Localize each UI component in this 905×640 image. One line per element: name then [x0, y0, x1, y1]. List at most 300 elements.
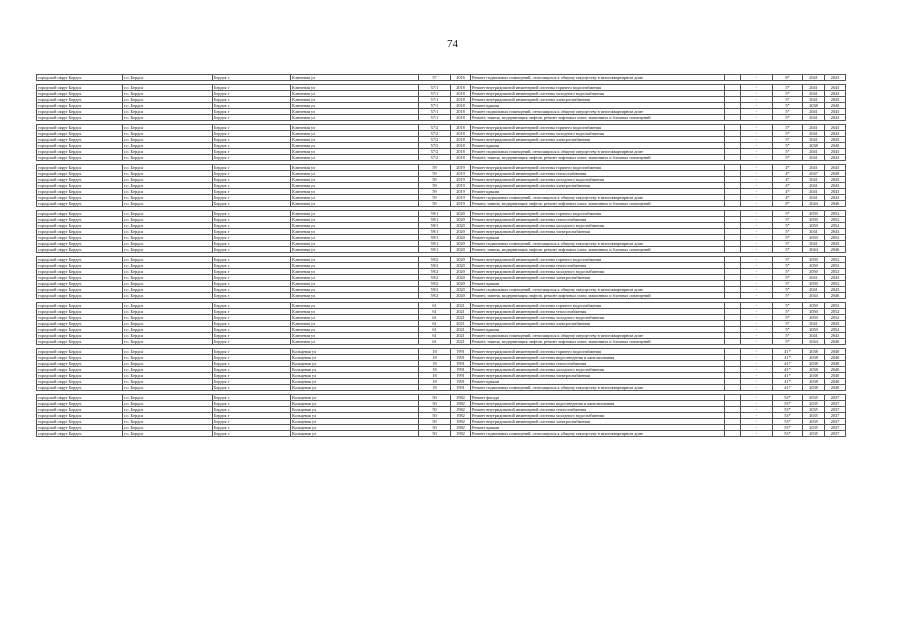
- street-cell: Ключевая ул: [291, 195, 419, 201]
- work-cell: Ремонт крыши: [471, 143, 725, 149]
- year-from-cell: 2038: [803, 373, 825, 379]
- locality-cell: Бердск г: [213, 85, 291, 91]
- district-cell: городской округ Бердск: [37, 269, 123, 275]
- year-to-cell: 2043: [825, 109, 846, 115]
- dash-cell: -: [741, 143, 773, 149]
- dash-cell: -: [741, 413, 773, 419]
- wear-cell: 5*: [773, 229, 803, 235]
- work-cell: Ремонт внутридомовой инженерной системы водоотведения и канализования: [471, 355, 725, 361]
- house-cell: 59/1: [419, 247, 451, 253]
- settlement-cell: г.о. Бердск: [123, 195, 213, 201]
- work-cell: Ремонт внутридомовой инженерной системы горячего водоснабжения: [471, 165, 725, 171]
- settlement-cell: г.о. Бердск: [123, 281, 213, 287]
- street-cell: Ключевая ул: [291, 339, 419, 345]
- settlement-cell: г.о. Бердск: [123, 131, 213, 137]
- settlement-cell: г.о. Бердск: [123, 85, 213, 91]
- district-cell: городской округ Бердск: [37, 303, 123, 309]
- street-cell: Кольцевая ул: [291, 373, 419, 379]
- locality-cell: Бердск г: [213, 303, 291, 309]
- wear-cell: 5*: [773, 103, 803, 109]
- settlement-cell: г.о. Бердск: [123, 155, 213, 161]
- dash-cell: -: [741, 367, 773, 373]
- work-cell: Ремонт подвальных помещений, относящихся к общему имуществу в многоквартирном доме: [471, 195, 725, 201]
- settlement-cell: г.о. Бердск: [123, 367, 213, 373]
- street-cell: Ключевая ул: [291, 155, 419, 161]
- work-cell: Ремонт, замена, модернизация лифтов, ремонт лифтовых шахт, машинных и блочных помещений: [471, 155, 725, 161]
- wear-cell: 5*: [773, 217, 803, 223]
- locality-cell: Бердск г: [213, 149, 291, 155]
- year-cell: 2021: [451, 327, 471, 333]
- locality-cell: Бердск г: [213, 171, 291, 177]
- wear-cell: 5*: [773, 309, 803, 315]
- locality-cell: Бердск г: [213, 349, 291, 355]
- year-cell: 2018: [451, 109, 471, 115]
- work-cell: Ремонт внутридомовой инженерной системы холодного водоснабжения: [471, 177, 725, 183]
- year-to-cell: 2043: [825, 115, 846, 121]
- year-from-cell: 2041: [803, 125, 825, 131]
- work-cell: Ремонт крыши: [471, 103, 725, 109]
- work-cell: Ремонт, замена, модернизация лифтов, ремонт лифтовых шахт, машинных и блочных помещений: [471, 339, 725, 345]
- wear-cell: 41*: [773, 385, 803, 391]
- year-from-cell: 2050: [803, 281, 825, 287]
- dash-cell: -: [741, 287, 773, 293]
- district-cell: городской округ Бердск: [37, 85, 123, 91]
- year-cell: 2018: [451, 137, 471, 143]
- district-cell: городской округ Бердск: [37, 125, 123, 131]
- year-to-cell: 2052: [825, 281, 846, 287]
- work-cell: Ремонт внутридомовой инженерной системы холодного водоснабжения: [471, 91, 725, 97]
- dash-cell: -: [741, 333, 773, 339]
- settlement-cell: г.о. Бердск: [123, 395, 213, 401]
- street-cell: Ключевая ул: [291, 115, 419, 121]
- year-cell: 2018: [451, 155, 471, 161]
- year-to-cell: 2040: [825, 367, 846, 373]
- year-from-cell: 2038: [803, 103, 825, 109]
- district-cell: городской округ Бердск: [37, 385, 123, 391]
- district-cell: городской округ Бердск: [37, 131, 123, 137]
- year-from-cell: 2038: [803, 349, 825, 355]
- year-from-cell: 2041: [803, 229, 825, 235]
- house-cell: 57/2: [419, 155, 451, 161]
- house-cell: 50: [419, 407, 451, 413]
- dash-cell: -: [741, 431, 773, 437]
- wear-cell: 5*: [773, 137, 803, 143]
- year-to-cell: 2046: [825, 247, 846, 253]
- street-cell: Ключевая ул: [291, 125, 419, 131]
- year-to-cell: 2043: [825, 275, 846, 281]
- year-to-cell: 2043: [825, 189, 846, 195]
- house-cell: 61: [419, 309, 451, 315]
- wear-cell: 5*: [773, 241, 803, 247]
- work-cell: Ремонт, замена, модернизация лифтов, ремонт лифтовых шахт, машинных и блочных помещений: [471, 247, 725, 253]
- year-from-cell: 2038: [803, 385, 825, 391]
- year-to-cell: 2043: [825, 91, 846, 97]
- wear-cell: 4*: [773, 195, 803, 201]
- street-cell: Ключевая ул: [291, 303, 419, 309]
- district-cell: городской округ Бердск: [37, 361, 123, 367]
- district-cell: городской округ Бердск: [37, 177, 123, 183]
- house-cell: 18: [419, 367, 451, 373]
- dash-cell: -: [741, 155, 773, 161]
- year-to-cell: 2052: [825, 269, 846, 275]
- locality-cell: Бердск г: [213, 91, 291, 97]
- house-cell: 50: [419, 401, 451, 407]
- year-to-cell: 2037: [825, 395, 846, 401]
- street-cell: Кольцевая ул: [291, 355, 419, 361]
- settlement-cell: г.о. Бердск: [123, 293, 213, 299]
- work-cell: Ремонт внутридомовой инженерной системы теплоснабжения: [471, 361, 725, 367]
- wear-cell: 4*: [773, 171, 803, 177]
- year-cell: 2021: [451, 333, 471, 339]
- district-cell: городской округ Бердск: [37, 419, 123, 425]
- district-cell: городской округ Бердск: [37, 327, 123, 333]
- wear-cell: 5*: [773, 257, 803, 263]
- year-from-cell: 2050: [803, 223, 825, 229]
- dash-cell: -: [741, 201, 773, 207]
- dash-cell: -: [741, 229, 773, 235]
- street-cell: Ключевая ул: [291, 257, 419, 263]
- year-cell: 2020: [451, 281, 471, 287]
- locality-cell: Бердск г: [213, 419, 291, 425]
- year-cell: 1991: [451, 379, 471, 385]
- work-cell: Ремонт, замена, модернизация лифтов, ремонт лифтовых шахт, машинных и блочных помещений: [471, 293, 725, 299]
- dash-cell: -: [741, 131, 773, 137]
- year-cell: 1991: [451, 361, 471, 367]
- year-from-cell: 2041: [803, 149, 825, 155]
- year-to-cell: 2043: [825, 125, 846, 131]
- street-cell: Ключевая ул: [291, 269, 419, 275]
- locality-cell: Бердск г: [213, 177, 291, 183]
- wear-cell: 5*: [773, 263, 803, 269]
- dash-cell: -: [741, 425, 773, 431]
- settlement-cell: г.о. Бердск: [123, 327, 213, 333]
- dash-cell: -: [741, 241, 773, 247]
- street-cell: Ключевая ул: [291, 171, 419, 177]
- work-cell: Ремонт внутридомовой инженерной системы горячего водоснабжения: [471, 349, 725, 355]
- locality-cell: Бердск г: [213, 373, 291, 379]
- settlement-cell: г.о. Бердск: [123, 401, 213, 407]
- dash-cell: -: [741, 355, 773, 361]
- street-cell: Кольцевая ул: [291, 401, 419, 407]
- locality-cell: Бердск г: [213, 241, 291, 247]
- street-cell: Ключевая ул: [291, 263, 419, 269]
- district-cell: городской округ Бердск: [37, 189, 123, 195]
- year-to-cell: 2043: [825, 287, 846, 293]
- year-from-cell: 2041: [803, 91, 825, 97]
- work-cell: Ремонт внутридомовой инженерной системы горячего водоснабжения: [471, 303, 725, 309]
- locality-cell: Бердск г: [213, 125, 291, 131]
- settlement-cell: г.о. Бердск: [123, 425, 213, 431]
- work-cell: Ремонт внутридомовой инженерной системы теплоснабжения: [471, 217, 725, 223]
- locality-cell: Бердск г: [213, 211, 291, 217]
- locality-cell: Бердск г: [213, 339, 291, 345]
- year-from-cell: 2050: [803, 327, 825, 333]
- house-cell: 59/1: [419, 217, 451, 223]
- locality-cell: Бердск г: [213, 275, 291, 281]
- district-cell: городской округ Бердск: [37, 137, 123, 143]
- street-cell: Ключевая ул: [291, 315, 419, 321]
- year-from-cell: 2050: [803, 303, 825, 309]
- year-cell: 2020: [451, 217, 471, 223]
- house-cell: 57/1: [419, 109, 451, 115]
- year-to-cell: 2037: [825, 431, 846, 437]
- locality-cell: Бердск г: [213, 247, 291, 253]
- house-cell: 59/1: [419, 211, 451, 217]
- year-from-cell: 2035: [803, 431, 825, 437]
- district-cell: городской округ Бердск: [37, 425, 123, 431]
- locality-cell: Бердск г: [213, 137, 291, 143]
- district-cell: городской округ Бердск: [37, 183, 123, 189]
- year-from-cell: 2041: [803, 85, 825, 91]
- dash-cell: -: [741, 263, 773, 269]
- house-cell: 59/2: [419, 263, 451, 269]
- settlement-cell: г.о. Бердск: [123, 431, 213, 437]
- dash-cell: -: [741, 115, 773, 121]
- wear-cell: 5*: [773, 115, 803, 121]
- work-cell: Ремонт крыши: [471, 189, 725, 195]
- street-cell: Кольцевая ул: [291, 395, 419, 401]
- locality-cell: Бердск г: [213, 407, 291, 413]
- street-cell: Кольцевая ул: [291, 379, 419, 385]
- settlement-cell: г.о. Бердск: [123, 303, 213, 309]
- house-cell: 59: [419, 171, 451, 177]
- wear-cell: 5*: [773, 275, 803, 281]
- wear-cell: 5*: [773, 97, 803, 103]
- district-cell: городской округ Бердск: [37, 165, 123, 171]
- year-cell: 2019: [451, 177, 471, 183]
- locality-cell: Бердск г: [213, 395, 291, 401]
- work-cell: Ремонт внутридомовой инженерной системы холодного водоснабжения: [471, 413, 725, 419]
- settlement-cell: г.о. Бердск: [123, 321, 213, 327]
- wear-cell: 5*: [773, 85, 803, 91]
- house-cell: 61: [419, 327, 451, 333]
- house-cell: 61: [419, 321, 451, 327]
- dash-cell: -: [741, 177, 773, 183]
- dash-cell: -: [741, 223, 773, 229]
- dash-cell: -: [741, 91, 773, 97]
- wear-cell: 5*: [773, 235, 803, 241]
- dash-cell: -: [741, 103, 773, 109]
- district-cell: городской округ Бердск: [37, 143, 123, 149]
- settlement-cell: г.о. Бердск: [123, 217, 213, 223]
- settlement-cell: г.о. Бердск: [123, 109, 213, 115]
- year-to-cell: 2043: [825, 75, 846, 81]
- settlement-cell: г.о. Бердск: [123, 165, 213, 171]
- wear-cell: 41*: [773, 355, 803, 361]
- wear-cell: 41*: [773, 367, 803, 373]
- settlement-cell: г.о. Бердск: [123, 407, 213, 413]
- house-cell: 50: [419, 425, 451, 431]
- dash-cell: -: [741, 137, 773, 143]
- work-cell: Ремонт внутридомовой инженерной системы теплоснабжения: [471, 171, 725, 177]
- year-from-cell: 2035: [803, 413, 825, 419]
- district-cell: городской округ Бердск: [37, 171, 123, 177]
- house-cell: 59: [419, 189, 451, 195]
- year-cell: 2016: [451, 75, 471, 81]
- street-cell: Кольцевая ул: [291, 413, 419, 419]
- settlement-cell: г.о. Бердск: [123, 413, 213, 419]
- year-from-cell: 2041: [803, 241, 825, 247]
- locality-cell: Бердск г: [213, 131, 291, 137]
- house-cell: 50: [419, 395, 451, 401]
- work-cell: Ремонт крыши: [471, 327, 725, 333]
- year-to-cell: 2040: [825, 373, 846, 379]
- district-cell: городской округ Бердск: [37, 379, 123, 385]
- year-from-cell: 2041: [803, 131, 825, 137]
- settlement-cell: г.о. Бердск: [123, 211, 213, 217]
- year-from-cell: 2038: [803, 355, 825, 361]
- year-from-cell: 2044: [803, 247, 825, 253]
- dash-cell: -: [741, 211, 773, 217]
- house-cell: 59/2: [419, 293, 451, 299]
- year-cell: 1982: [451, 407, 471, 413]
- year-to-cell: 2040: [825, 143, 846, 149]
- year-cell: 1982: [451, 419, 471, 425]
- street-cell: Ключевая ул: [291, 281, 419, 287]
- work-cell: Ремонт, замена, модернизация лифтов, ремонт лифтовых шахт, машинных и блочных помещений: [471, 115, 725, 121]
- year-from-cell: 2044: [803, 339, 825, 345]
- dash-cell: -: [741, 109, 773, 115]
- year-cell: 2020: [451, 293, 471, 299]
- year-from-cell: 2044: [803, 293, 825, 299]
- wear-cell: 5*: [773, 211, 803, 217]
- year-from-cell: 2041: [803, 287, 825, 293]
- district-cell: городской округ Бердск: [37, 91, 123, 97]
- house-cell: 59/2: [419, 269, 451, 275]
- wear-cell: 41*: [773, 373, 803, 379]
- year-to-cell: 2043: [825, 177, 846, 183]
- wear-cell: 5*: [773, 223, 803, 229]
- year-cell: 1982: [451, 413, 471, 419]
- work-cell: Ремонт внутридомовой инженерной системы электроснабжения: [471, 97, 725, 103]
- year-to-cell: 2043: [825, 155, 846, 161]
- year-to-cell: 2052: [825, 303, 846, 309]
- work-cell: Ремонт подвальных помещений, относящихся к общему имуществу в многоквартирном доме: [471, 75, 725, 81]
- district-cell: городской округ Бердск: [37, 155, 123, 161]
- street-cell: Ключевая ул: [291, 75, 419, 81]
- locality-cell: Бердск г: [213, 115, 291, 121]
- year-from-cell: 2050: [803, 309, 825, 315]
- locality-cell: Бердск г: [213, 109, 291, 115]
- settlement-cell: г.о. Бердск: [123, 257, 213, 263]
- house-cell: 59: [419, 201, 451, 207]
- locality-cell: Бердск г: [213, 165, 291, 171]
- year-cell: 1991: [451, 373, 471, 379]
- locality-cell: Бердск г: [213, 103, 291, 109]
- house-cell: 57/2: [419, 125, 451, 131]
- year-to-cell: 2052: [825, 235, 846, 241]
- district-cell: городской округ Бердск: [37, 103, 123, 109]
- page-number: 74: [447, 38, 458, 50]
- locality-cell: Бердск г: [213, 309, 291, 315]
- settlement-cell: г.о. Бердск: [123, 309, 213, 315]
- house-cell: 61: [419, 303, 451, 309]
- year-from-cell: 2038: [803, 361, 825, 367]
- street-cell: Ключевая ул: [291, 109, 419, 115]
- house-cell: 59: [419, 183, 451, 189]
- district-cell: городской округ Бердск: [37, 97, 123, 103]
- work-cell: Ремонт крыши: [471, 281, 725, 287]
- street-cell: Ключевая ул: [291, 321, 419, 327]
- year-cell: 1991: [451, 349, 471, 355]
- settlement-cell: г.о. Бердск: [123, 419, 213, 425]
- locality-cell: Бердск г: [213, 361, 291, 367]
- house-cell: 57/2: [419, 143, 451, 149]
- year-from-cell: 2041: [803, 97, 825, 103]
- house-cell: 18: [419, 355, 451, 361]
- dash-cell: -: [741, 85, 773, 91]
- year-to-cell: 2040: [825, 103, 846, 109]
- house-cell: 50: [419, 431, 451, 437]
- year-cell: 2018: [451, 85, 471, 91]
- district-cell: городской округ Бердск: [37, 401, 123, 407]
- house-cell: 57/2: [419, 137, 451, 143]
- wear-cell: 5*: [773, 333, 803, 339]
- year-from-cell: 2050: [803, 263, 825, 269]
- wear-cell: 53*: [773, 431, 803, 437]
- year-to-cell: 2052: [825, 309, 846, 315]
- street-cell: Ключевая ул: [291, 247, 419, 253]
- house-cell: 18: [419, 361, 451, 367]
- work-cell: Ремонт подвальных помещений, относящихся к общему имуществу в многоквартирном доме: [471, 385, 725, 391]
- work-cell: Ремонт внутридомовой инженерной системы электроснабжения: [471, 275, 725, 281]
- street-cell: Ключевая ул: [291, 97, 419, 103]
- dash-cell: -: [741, 149, 773, 155]
- district-cell: городской округ Бердск: [37, 235, 123, 241]
- year-to-cell: 2040: [825, 379, 846, 385]
- wear-cell: 5*: [773, 293, 803, 299]
- settlement-cell: г.о. Бердск: [123, 333, 213, 339]
- year-to-cell: 2043: [825, 149, 846, 155]
- dash-cell: -: [741, 339, 773, 345]
- street-cell: Ключевая ул: [291, 165, 419, 171]
- year-cell: 2019: [451, 165, 471, 171]
- house-cell: 18: [419, 373, 451, 379]
- wear-cell: 4*: [773, 177, 803, 183]
- street-cell: Кольцевая ул: [291, 349, 419, 355]
- year-from-cell: 2050: [803, 235, 825, 241]
- dash-cell: -: [741, 189, 773, 195]
- street-cell: Ключевая ул: [291, 91, 419, 97]
- wear-cell: 5*: [773, 91, 803, 97]
- wear-cell: 41*: [773, 349, 803, 355]
- year-from-cell: 2035: [803, 407, 825, 413]
- house-cell: 57/2: [419, 131, 451, 137]
- house-cell: 18: [419, 349, 451, 355]
- year-from-cell: 2050: [803, 315, 825, 321]
- dash-cell: -: [741, 293, 773, 299]
- house-cell: 59: [419, 165, 451, 171]
- locality-cell: Бердск г: [213, 385, 291, 391]
- dash-cell: -: [741, 419, 773, 425]
- house-cell: 50: [419, 419, 451, 425]
- year-to-cell: 2052: [825, 257, 846, 263]
- street-cell: Ключевая ул: [291, 309, 419, 315]
- year-cell: 1982: [451, 395, 471, 401]
- year-cell: 1982: [451, 425, 471, 431]
- wear-cell: 53*: [773, 407, 803, 413]
- year-cell: 2020: [451, 211, 471, 217]
- locality-cell: Бердск г: [213, 293, 291, 299]
- year-from-cell: 2035: [803, 419, 825, 425]
- settlement-cell: г.о. Бердск: [123, 75, 213, 81]
- settlement-cell: г.о. Бердск: [123, 201, 213, 207]
- table-row: [37, 431, 846, 437]
- wear-cell: 53*: [773, 401, 803, 407]
- settlement-cell: г.о. Бердск: [123, 263, 213, 269]
- year-cell: 2020: [451, 269, 471, 275]
- settlement-cell: г.о. Бердск: [123, 339, 213, 345]
